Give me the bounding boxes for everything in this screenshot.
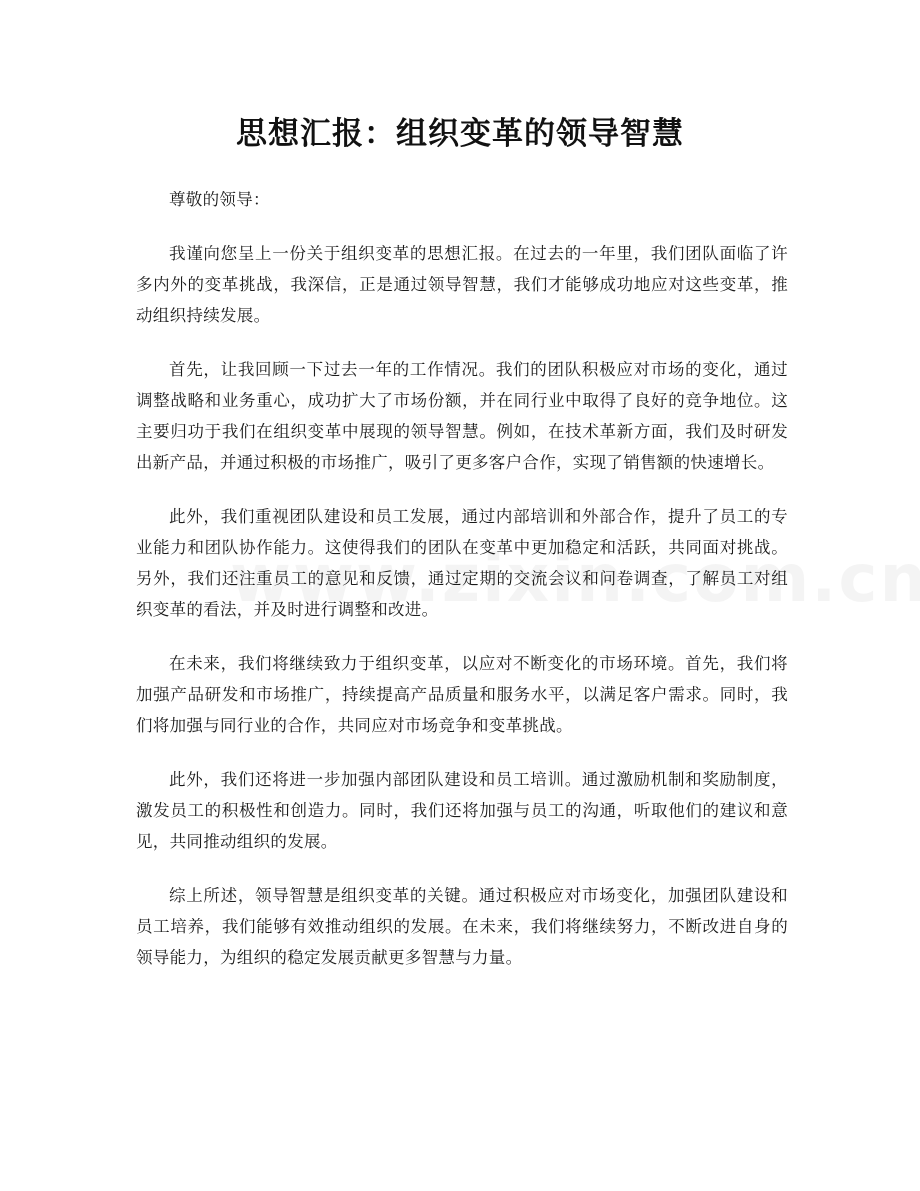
paragraph-2: 首先，让我回顾一下过去一年的工作情况。我们的团队积极应对市场的变化，通过调整战略和业务重心，成功扩大了市场份额，并在同行业中取得了良好的竞争地位。这主要归功于我们在组织变革中展现的领导智慧。例如，在技术革新方面，我们及时研发出新产品，并通过积极的市场推广，吸引了更多客户合作，实现了销售额的快速增长。 [136, 360, 788, 472]
paragraph-3: 此外，我们重视团队建设和员工发展，通过内部培训和外部合作，提升了员工的专业能力和团队协作能力。这使得我们的团队在变革中更加稳定和活跃，共同面对挑战。另外，我们还注重员工的意见和反馈，通过定期的交流会议和问卷调查，了解员工对组织变革的看法，并及时进行调整和改进。 [136, 507, 788, 619]
paragraph-5: 此外，我们还将进一步加强内部团队建设和员工培训。通过激励机制和奖励制度，激发员工的积极性和创造力。同时，我们还将加强与员工的沟通，听取他们的建议和意见，共同推动组织的发展。 [136, 770, 788, 851]
paragraph-6: 综上所述，领导智慧是组织变革的关键。通过积极应对市场变化，加强团队建设和员工培养，我们能够有效推动组织的发展。在未来，我们将继续努力，不断改进自身的领导能力，为组织的稳定发展贡献更多智慧与力量。 [136, 886, 788, 967]
page-title: 思想汇报：组织变革的领导智慧 [236, 116, 684, 152]
paragraph-4: 在未来，我们将继续致力于组织变革，以应对不断变化的市场环境。首先，我们将加强产品研发和市场推广，持续提高产品质量和服务水平，以满足客户需求。同时，我们将加强与同行业的合作，共同应对市场竞争和变革挑战。 [136, 654, 788, 735]
salutation: 尊敬的领导： [169, 190, 270, 209]
document-body [136, 184, 788, 973]
paragraph-1: 我谨向您呈上一份关于组织变革的思想汇报。在过去的一年里，我们团队面临了许多内外的变革挑战，我深信，正是通过领导智慧，我们才能够成功地应对这些变革，推动组织持续发展。 [136, 244, 788, 325]
